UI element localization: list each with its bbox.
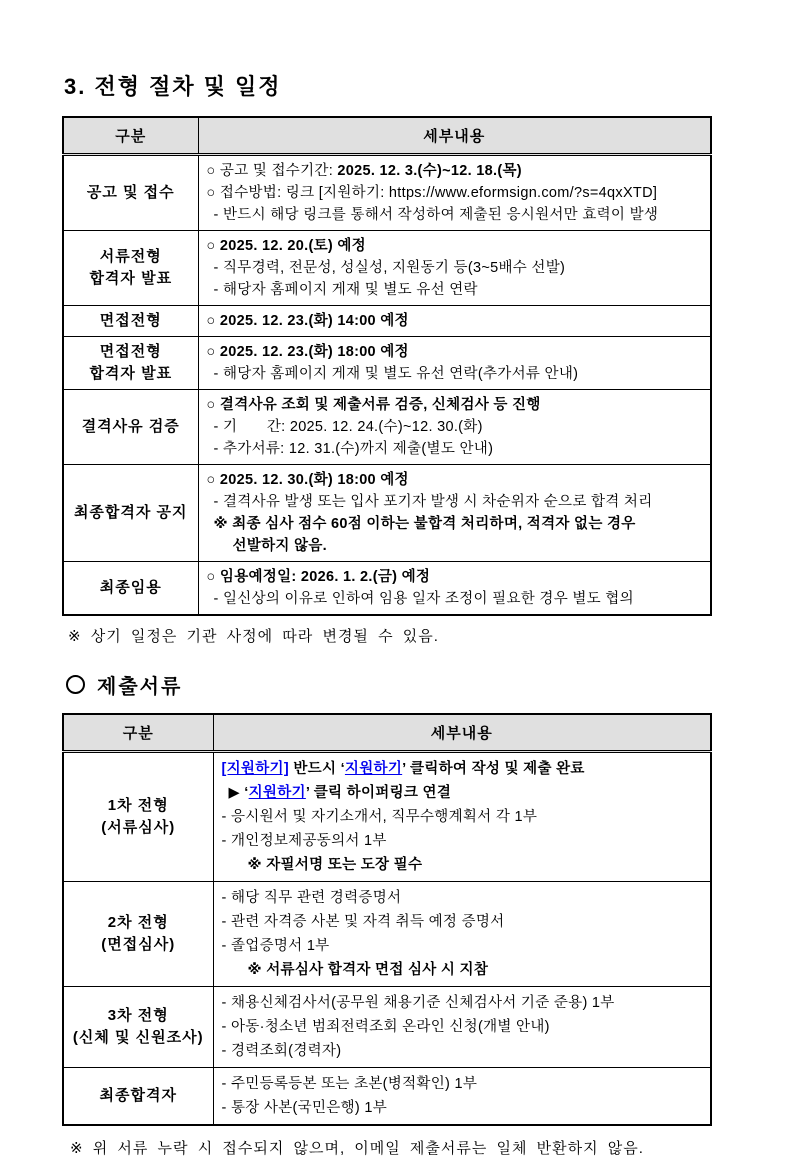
schedule-table-body [63, 155, 711, 616]
category-line: (서류심사) [101, 819, 176, 836]
schedule-header-details: 세부내용 [198, 117, 711, 155]
schedule-header-category: 구분 [63, 117, 198, 155]
detail-line [207, 416, 703, 438]
category-cell [63, 306, 198, 337]
text-segment: 2025. 12. 23.(화) 18:00 예정 [219, 344, 409, 360]
table-row [63, 1068, 711, 1126]
text-segment: - 개인정보제공동의서 1부 [221, 833, 387, 849]
category-cell [63, 337, 198, 390]
category-line: 면접전형 [99, 343, 162, 360]
details-cell [198, 562, 711, 616]
text-segment: - 졸업증명서 1부 [221, 938, 330, 954]
category-cell [63, 882, 213, 987]
text-segment: ○ [206, 238, 220, 254]
documents-header-details: 세부내용 [213, 714, 711, 752]
detail-line [222, 805, 703, 829]
text-segment: - 관련 자격증 사본 및 자격 취득 예정 증명서 [221, 914, 505, 930]
text-segment: - 주민등록등본 또는 초본(병적확인) 1부 [221, 1076, 478, 1092]
category-line: 합격자 발표 [89, 365, 173, 382]
table-row [63, 231, 711, 306]
detail-line [222, 886, 703, 910]
category-line: 서류전형 [99, 248, 162, 265]
schedule-note: ※ 상기 일정은 기관 사정에 따라 변경될 수 있음. [68, 628, 439, 645]
details-cell [198, 306, 711, 337]
circle-icon [66, 675, 85, 694]
text-segment: - 추가서류: 12. 31.(수)까지 제출(별도 안내) [213, 441, 494, 457]
detail-line [207, 160, 703, 182]
table-row [63, 390, 711, 465]
apply-link[interactable]: [지원하기] [221, 761, 289, 777]
details-cell [198, 155, 711, 231]
detail-line [207, 469, 703, 491]
text-segment: ○ 공고 및 접수기간: [206, 163, 338, 179]
details-cell [198, 337, 711, 390]
table-row [63, 752, 711, 882]
text-segment: ○ [206, 397, 220, 413]
details-cell [213, 882, 711, 987]
text-segment: 2025. 12. 30.(화) 18:00 예정 [219, 472, 409, 488]
category-line: (면접심사) [101, 936, 176, 953]
category-cell [63, 987, 213, 1068]
text-segment: 결격사유 조회 및 제출서류 검증, 신체검사 등 진행 [219, 397, 541, 413]
text-segment: ※ 자필서명 또는 도장 필수 [247, 857, 423, 873]
table-row [63, 987, 711, 1068]
text-segment: 선발하지 않음. [232, 538, 327, 554]
category-cell [63, 752, 213, 882]
text-segment: 2025. 12. 3.(수)~12. 18.(목) [337, 163, 522, 179]
text-segment: - 응시원서 및 자기소개서, 직무수행계획서 각 1부 [221, 809, 538, 825]
page-title: 3. 전형 절차 및 일정 [64, 74, 282, 99]
category-cell [63, 562, 198, 616]
detail-line [207, 513, 703, 535]
text-segment: - 기 간: 2025. 12. 24.(수)~12. 30.(화) [213, 419, 483, 435]
detail-line [222, 757, 703, 781]
details-cell [213, 752, 711, 882]
schedule-table-header [63, 117, 711, 155]
apply-link[interactable]: 지원하기 [248, 785, 306, 801]
detail-line [222, 910, 703, 934]
category-line: 최종합격자 공지 [73, 504, 188, 521]
detail-line [207, 438, 703, 460]
detail-line [207, 235, 703, 257]
detail-line [207, 279, 703, 301]
table-row [63, 155, 711, 231]
text-segment: ○ [206, 472, 220, 488]
category-line: 2차 전형 [107, 914, 169, 931]
detail-line [222, 1039, 703, 1063]
category-line: 최종임용 [99, 579, 162, 596]
category-cell [63, 390, 198, 465]
detail-line [207, 394, 703, 416]
text-segment: - 해당자 홈페이지 게재 및 별도 유선 연락 [213, 282, 478, 298]
details-cell [213, 1068, 711, 1126]
documents-table-header [63, 714, 711, 752]
category-line: 면접전형 [99, 312, 162, 329]
text-segment: 임용예정일: 2026. 1. 2.(금) 예정 [219, 569, 431, 585]
details-cell [198, 390, 711, 465]
section-title-text: 제출서류 [97, 676, 183, 698]
text-segment: ○ [206, 569, 220, 585]
schedule-table [62, 116, 712, 616]
detail-line [222, 934, 703, 958]
text-segment: 반드시 ‘ [289, 761, 345, 777]
category-line: 3차 전형 [107, 1007, 169, 1024]
table-row [63, 882, 711, 987]
detail-line [222, 1015, 703, 1039]
details-cell [213, 987, 711, 1068]
section-title-documents [66, 670, 743, 699]
text-segment: - 결격사유 발생 또는 입사 포기자 발생 시 차순위자 순으로 합격 처리 [213, 494, 653, 510]
detail-line [207, 204, 703, 226]
documents-table [62, 713, 712, 1126]
text-segment: - 해당자 홈페이지 게재 및 별도 유선 연락(추가서류 안내) [213, 366, 579, 382]
text-segment: - 반드시 해당 링크를 통해서 작성하여 제출된 응시원서만 효력이 발생 [213, 207, 659, 223]
category-line: 결격사유 검증 [81, 418, 180, 435]
category-cell [63, 465, 198, 562]
detail-line [222, 991, 703, 1015]
detail-line [207, 363, 703, 385]
apply-link[interactable]: 지원하기 [344, 761, 403, 777]
table-row [63, 337, 711, 390]
detail-line [207, 341, 703, 363]
text-segment: ※ 최종 심사 점수 60점 이하는 불합격 처리하며, 적격자 없는 경우 [213, 516, 636, 532]
table-row [63, 562, 711, 616]
detail-line [222, 1096, 703, 1120]
category-cell [63, 155, 198, 231]
category-cell [63, 231, 198, 306]
text-segment: - 해당 직무 관련 경력증명서 [221, 890, 402, 906]
category-line: 합격자 발표 [89, 270, 173, 287]
text-segment: 2025. 12. 23.(화) 14:00 예정 [219, 313, 409, 329]
text-segment: ’ 클릭 하이퍼링크 연결 [305, 785, 452, 801]
detail-line [207, 535, 703, 557]
text-segment: ○ [206, 344, 220, 360]
detail-line [207, 257, 703, 279]
category-line: (신체 및 신원조사) [72, 1029, 204, 1046]
text-segment: - 일신상의 이유로 인하여 임용 일자 조정이 필요한 경우 별도 협의 [213, 591, 634, 607]
detail-line [207, 491, 703, 513]
category-line: 공고 및 접수 [86, 184, 175, 201]
text-segment: - 채용신체검사서(공무원 채용기준 신체검사서 기준 준용) 1부 [221, 995, 615, 1011]
documents-header-category: 구분 [63, 714, 213, 752]
text-segment: ’ 클릭하여 작성 및 제출 완료 [402, 761, 585, 777]
category-line: 1차 전형 [107, 797, 169, 814]
detail-line [207, 588, 703, 610]
table-row [63, 465, 711, 562]
text-segment: 2025. 12. 20.(토) 예정 [219, 238, 366, 254]
category-cell [63, 1068, 213, 1126]
text-segment: - 아동·청소년 범죄전력조회 온라인 신청(개별 안내) [221, 1019, 550, 1035]
detail-line [222, 958, 703, 982]
table-row [63, 306, 711, 337]
documents-table-body [63, 752, 711, 1126]
category-line: 최종합격자 [99, 1087, 177, 1104]
details-cell [198, 465, 711, 562]
detail-line [222, 781, 703, 805]
text-segment: - 경력조회(경력자) [221, 1043, 342, 1059]
detail-line [207, 182, 703, 204]
detail-line [207, 310, 703, 332]
documents-note: ※ 위 서류 누락 시 접수되지 않으며, 이메일 제출서류는 일체 반환하지 않음. [70, 1140, 644, 1157]
detail-line [207, 566, 703, 588]
text-segment: - 직무경력, 전문성, 성실성, 지원동기 등(3~5배수 선발) [213, 260, 566, 276]
details-cell [198, 231, 711, 306]
text-segment: ○ 접수방법: 링크 [지원하기: https://www.eformsign.com/?s=4qxXTD] [206, 185, 658, 201]
text-segment: - 통장 사본(국민은행) 1부 [221, 1100, 387, 1116]
detail-line [222, 1072, 703, 1096]
text-segment: ▶ ‘ [228, 785, 249, 801]
text-segment: ※ 서류심사 합격자 면접 심사 시 지참 [247, 962, 489, 978]
detail-line [222, 829, 703, 853]
detail-line [222, 853, 703, 877]
text-segment: ○ [206, 313, 220, 329]
